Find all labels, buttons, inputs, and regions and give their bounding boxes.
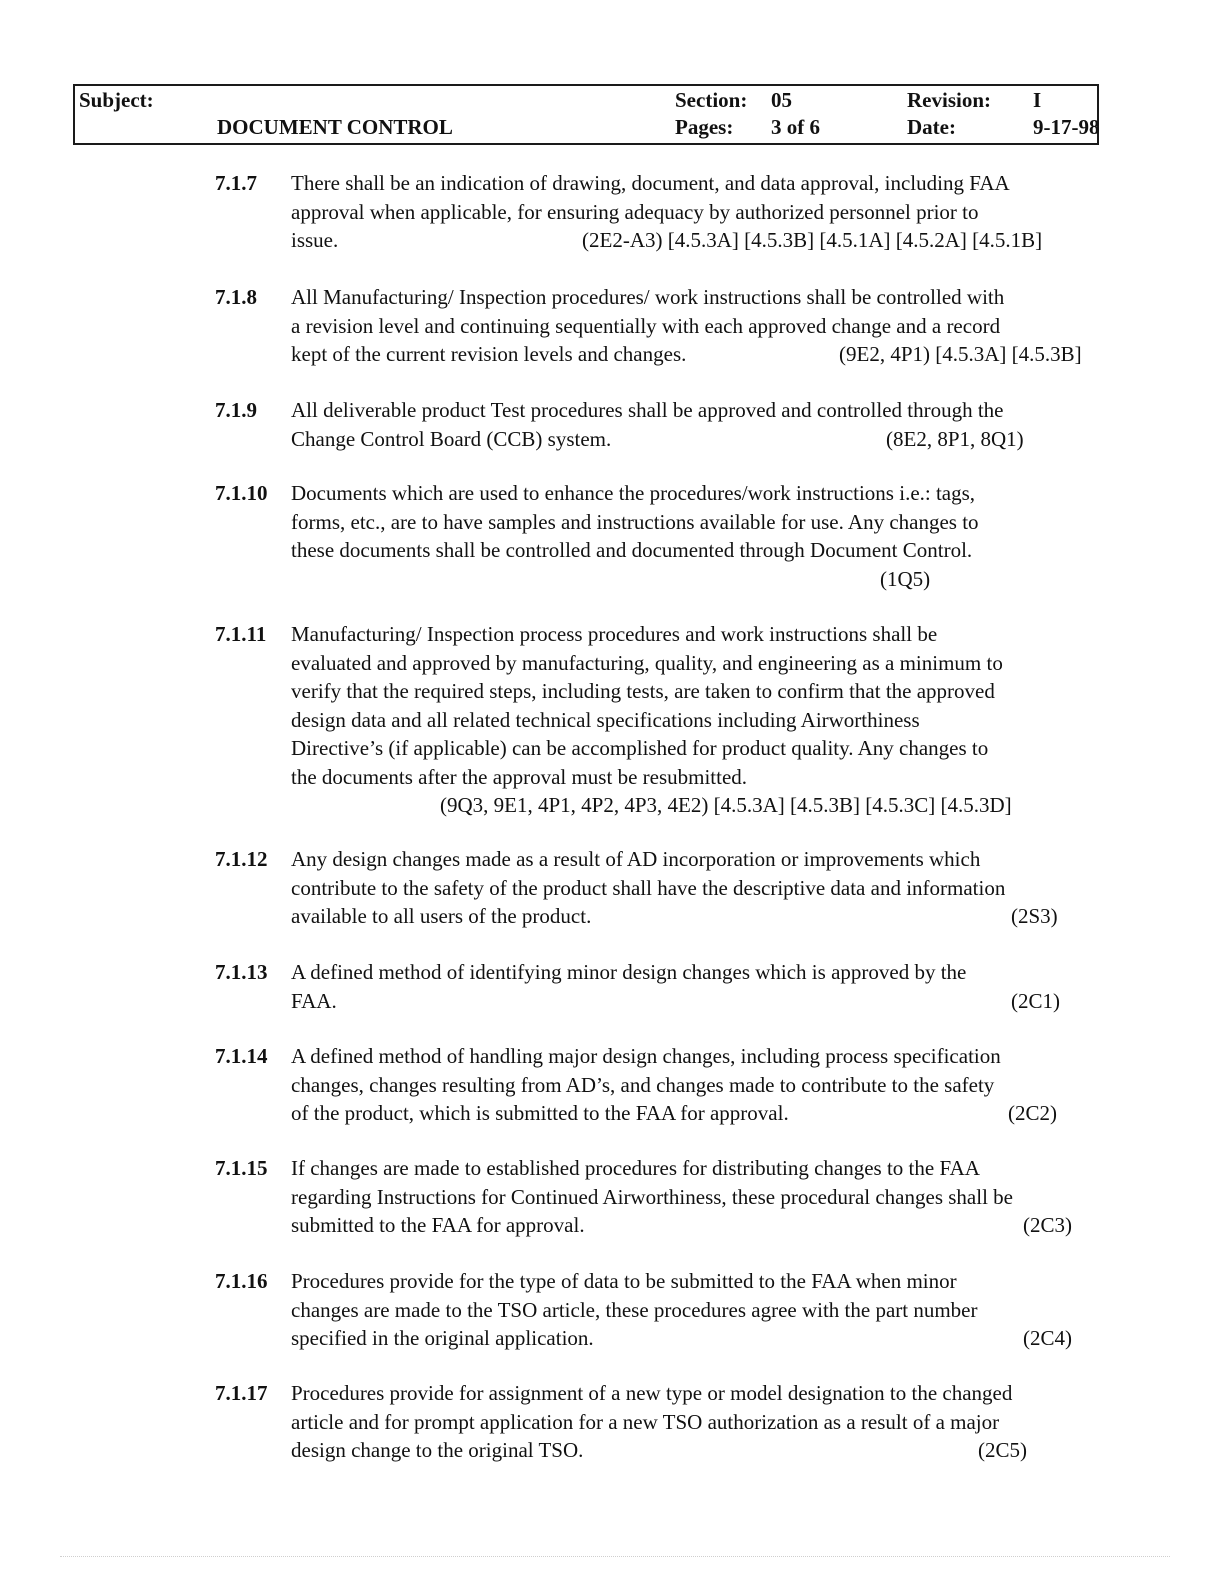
item-text-line: There shall be an indication of drawing, document, and data approval, including FAA: [291, 171, 1010, 195]
item-number: 7.1.14: [215, 1044, 268, 1068]
item-text-line: approval when applicable, for ensuring adequacy by authorized personnel prior to: [291, 199, 979, 224]
item-text-line: changes, changes resulting from AD’s, and changes made to contribute to the safety: [291, 1072, 995, 1097]
item-text: Change Control Board (CCB) system.: [291, 426, 612, 451]
item-text-line: Documents which are used to enhance the procedures/work instructions i.e.: tags,: [291, 481, 976, 505]
item-text-line: [215, 791, 1125, 820]
item-text: available to all users of the product.: [291, 904, 592, 928]
subject-label: Subject:: [79, 88, 154, 112]
pages-value: 3 of 6: [771, 115, 820, 139]
item-text-line: Manufacturing/ Inspection process procedures and work instructions shall be: [291, 622, 938, 646]
item-text-line: [215, 1324, 1125, 1353]
item-text-line: [215, 340, 1125, 369]
pages-label: Pages:: [675, 115, 734, 139]
item-text: of the product, which is submitted to the FAA for approval.: [291, 1101, 789, 1125]
item-text-line: [215, 1211, 1125, 1240]
document-header: [73, 84, 1099, 145]
item-number: 7.1.10: [215, 481, 268, 505]
item-text-line: A defined method of handling major design changes, including process specification: [291, 1044, 1001, 1068]
section-item: [215, 1267, 1125, 1353]
item-reference: (2C3): [1023, 1213, 1072, 1237]
item-text-line: [215, 425, 1125, 454]
item-text-line: [215, 565, 1125, 594]
section-item: [215, 845, 1125, 931]
item-text-line: [215, 1099, 1125, 1128]
section-item: [215, 958, 1125, 1015]
item-text: submitted to the FAA for approval.: [291, 1213, 585, 1237]
item-number: 7.1.7: [215, 171, 257, 195]
item-text-line: All Manufacturing/ Inspection procedures/ work instructions shall be controlled with: [291, 285, 1005, 309]
item-reference: (2C1): [1011, 988, 1060, 1013]
date-label: Date:: [907, 115, 956, 139]
section-item: [215, 283, 1125, 369]
item-text-line: design data and all related technical specifications including Airworthiness: [291, 707, 920, 732]
item-reference: (9Q3, 9E1, 4P1, 4P2, 4P3, 4E2) [4.5.3A] [4.5.3B] [4.5.3C] [4.5.3D]: [440, 793, 1012, 817]
section-item: [215, 620, 1125, 820]
item-number: 7.1.9: [215, 398, 257, 422]
section-item: [215, 169, 1125, 255]
item-text-line: these documents shall be controlled and documented through Document Control.: [291, 538, 973, 562]
item-reference: (2C4): [1023, 1326, 1072, 1350]
item-number: 7.1.15: [215, 1156, 268, 1180]
item-text-line: changes are made to the TSO article, these procedures agree with the part number: [291, 1297, 978, 1322]
item-text-line: the documents after the approval must be resubmitted.: [291, 764, 748, 789]
revision-value: I: [1033, 88, 1042, 112]
item-text: specified in the original application.: [291, 1326, 594, 1350]
item-reference: (1Q5): [880, 566, 931, 591]
item-reference: (8E2, 8P1, 8Q1): [886, 426, 1024, 451]
date-value: 9-17-98: [1033, 115, 1100, 139]
item-reference: (9E2, 4P1) [4.5.3A] [4.5.3B]: [839, 342, 1082, 366]
item-number: 7.1.12: [215, 847, 268, 871]
section-item: [215, 1379, 1125, 1465]
item-text-line: regarding Instructions for Continued Airworthiness, these procedural changes shall be: [291, 1184, 1013, 1209]
item-reference: (2C2): [1008, 1101, 1057, 1125]
section-item: [215, 479, 1125, 593]
section-value: 05: [771, 88, 792, 112]
section-item: [215, 1154, 1125, 1240]
subject-value: DOCUMENT CONTROL: [217, 115, 453, 139]
item-text-line: forms, etc., are to have samples and instructions available for use. Any changes to: [291, 509, 979, 534]
item-reference: (2C5): [978, 1438, 1027, 1462]
item-text-line: [215, 902, 1125, 931]
section-label: Section:: [675, 88, 748, 112]
item-text-line: [215, 1436, 1125, 1465]
item-text: issue.: [291, 228, 339, 252]
item-text-line: a revision level and continuing sequentially with each approved change and a record: [291, 313, 1001, 338]
item-text-line: [215, 226, 1125, 255]
scan-artifact-line: [60, 1556, 1170, 1559]
item-number: 7.1.17: [215, 1381, 268, 1405]
item-text-line: If changes are made to established procedures for distributing changes to the FAA: [291, 1156, 980, 1180]
item-text: design change to the original TSO.: [291, 1438, 584, 1462]
item-text-line: contribute to the safety of the product shall have the descriptive data and information: [291, 875, 1006, 900]
item-text-line: Directive’s (if applicable) can be accomplished for product quality. Any changes to: [291, 736, 989, 760]
item-reference: (2S3): [1011, 904, 1058, 928]
item-text-line: Any design changes made as a result of AD incorporation or improvements which: [291, 847, 981, 871]
revision-label: Revision:: [907, 88, 991, 112]
item-text-line: A defined method of identifying minor design changes which is approved by the: [291, 960, 967, 984]
item-reference: (2E2-A3) [4.5.3A] [4.5.3B] [4.5.1A] [4.5.2A] [4.5.1B]: [582, 228, 1043, 252]
item-number: 7.1.8: [215, 285, 257, 309]
item-text-line: Procedures provide for the type of data to be submitted to the FAA when minor: [291, 1269, 957, 1293]
item-number: 7.1.16: [215, 1269, 268, 1293]
item-text-line: Procedures provide for assignment of a new type or model designation to the changed: [291, 1381, 1013, 1405]
item-text-line: evaluated and approved by manufacturing, quality, and engineering as a minimum to: [291, 650, 1003, 675]
item-text-line: [215, 987, 1125, 1016]
item-number: 7.1.11: [215, 622, 267, 646]
item-text-line: verify that the required steps, including tests, are taken to confirm that the approved: [291, 679, 995, 703]
section-item: [215, 396, 1125, 453]
item-text: FAA.: [291, 988, 337, 1013]
section-item: [215, 1042, 1125, 1128]
item-text: kept of the current revision levels and changes.: [291, 342, 687, 366]
item-number: 7.1.13: [215, 960, 268, 984]
item-text-line: All deliverable product Test procedures shall be approved and controlled through the: [291, 398, 1004, 422]
item-text-line: article and for prompt application for a new TSO authorization as a result of a major: [291, 1409, 1000, 1434]
